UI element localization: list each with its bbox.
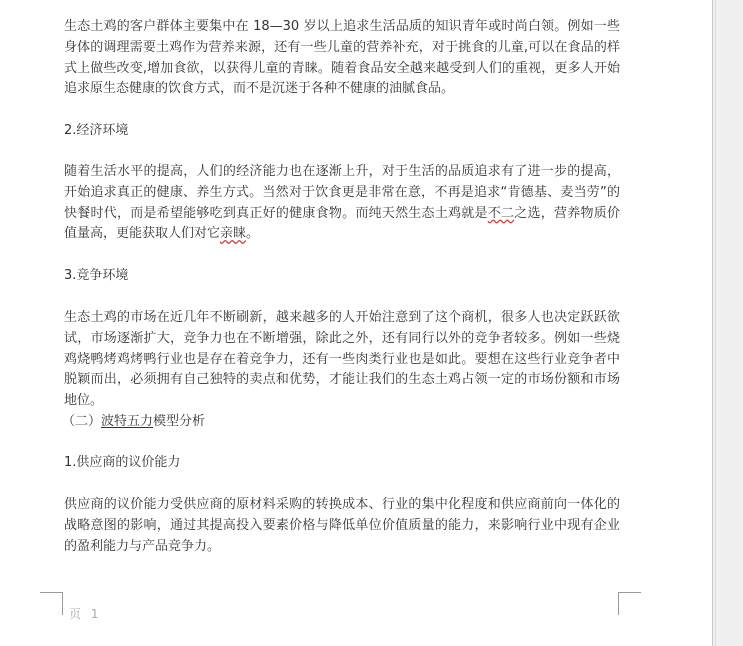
misspelled-word[interactable]: 不二 bbox=[487, 205, 515, 221]
heading-economic-environment: 2.经济环境 bbox=[64, 123, 129, 138]
scrollbar-gutter[interactable] bbox=[712, 0, 743, 646]
paragraph-competitive-environment: 生态土鸡的市场在近几年不断刷新，越来越多的人开始注意到了这个商机，很多人也决定跃跃欲试，市场逐渐扩大，竞争力也在不断增强，除此之外，还有同行以外的竞争者较多。例如一些烧鸡烧鸭烤鸡烤鸭行业也是存在着竞争力，还有一些肉类行业也是如此。要想在这些行业竞争者中脱颖而出，必须拥有自己独特的卖点和优势，才能让我们的生态土鸡占领一定的市场份额和市场地位。 bbox=[64, 310, 620, 409]
text-run: 。 bbox=[246, 226, 260, 242]
page-number-label: 页 1 bbox=[69, 607, 102, 621]
section-suffix: 模型分析 bbox=[153, 414, 206, 429]
heading-supplier-bargaining-power: 1.供应商的议价能力 bbox=[64, 455, 181, 470]
misspelled-word[interactable]: 亲睐 bbox=[220, 226, 247, 242]
text-run: 随着生活水平的提高，人们的经济能力也在逐渐上升，对于生活的品质追求有了进一步的提高，开始追求真正的健康、养生方式。当然对于饮食更是非常在意，不再是追求“肯德基、麦当劳”的快餐时代，而是希望能够吃到真正好的健康食物。而纯天然生态土鸡就是 bbox=[64, 164, 620, 221]
paragraph-customer-groups: 生态土鸡的客户群体主要集中在 18—30 岁以上追求生活品质的知识青年或时尚白领。例如一些身体的调理需要土鸡作为营养来源，还有一些儿童的营养补充，对于挑食的儿童,可以在食品的样式上做些改变,增加食欲，以获得儿童的青睐。随着食品安全越来越受到人们的重视，更多人开始追求原生态健康的饮食方式，而不是沉迷于各种不健康的油腻食品。 bbox=[64, 19, 620, 97]
crop-mark-left bbox=[40, 592, 63, 615]
text-run: 之选，营养物质价值量高，更能获取人们对它 bbox=[64, 205, 620, 242]
crop-mark-right bbox=[618, 592, 641, 615]
gutter-divider bbox=[715, 0, 716, 646]
section-prefix: （二） bbox=[62, 414, 102, 429]
paragraph-supplier-bargaining-power: 供应商的议价能力受供应商的原材料采购的转换成本、行业的集中化程度和供应商前向一体化的战略意图的影响，通过其提高投入要素价格与降低单位价值质量的能力，来影响行业中现有企业的盈利能力与产品竞争力。 bbox=[64, 497, 620, 554]
section-heading-porter-five-forces bbox=[62, 412, 205, 433]
paragraph-economic-environment bbox=[64, 162, 620, 245]
underlined-term[interactable]: 波特五力 bbox=[101, 414, 154, 429]
heading-competitive-environment: 3.竞争环境 bbox=[64, 268, 129, 283]
